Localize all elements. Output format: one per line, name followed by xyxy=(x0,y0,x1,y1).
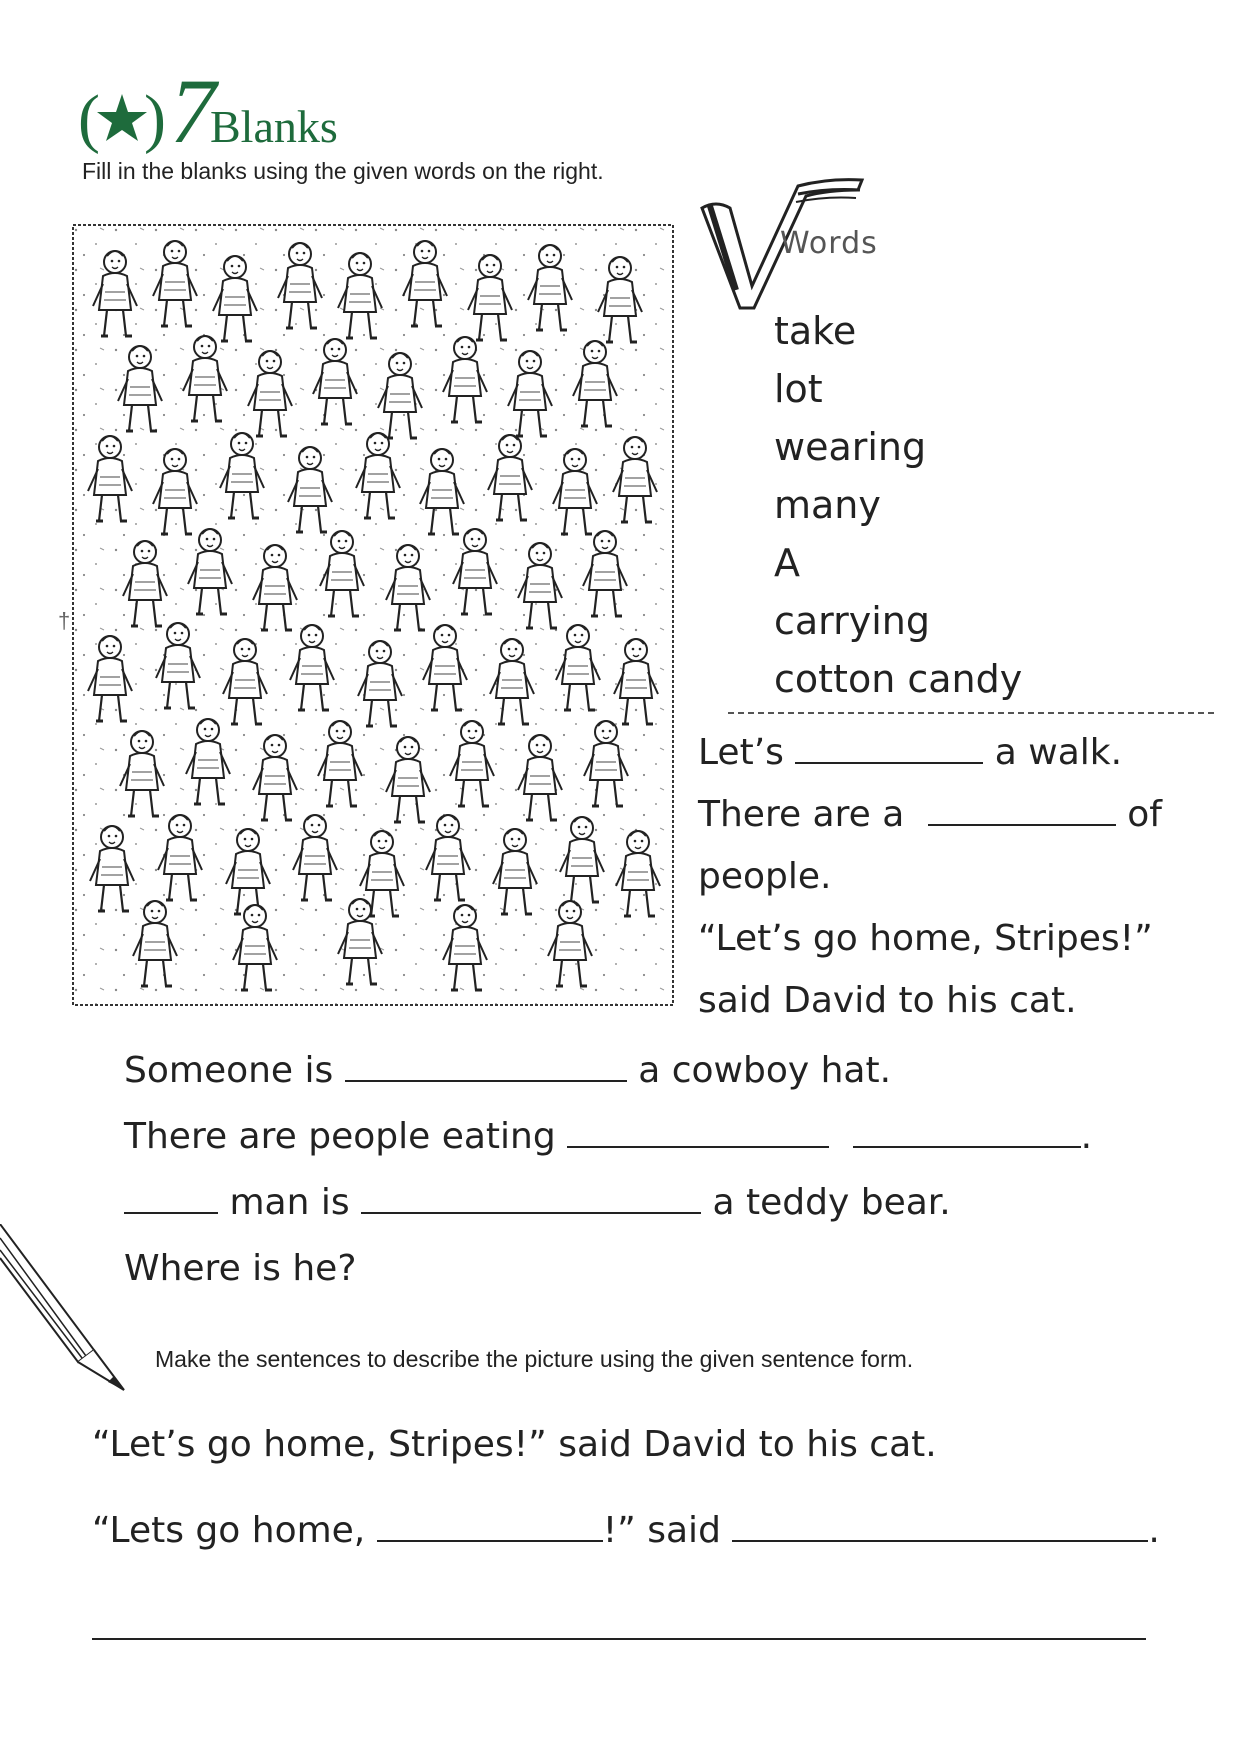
word-item: wearing xyxy=(774,425,927,469)
sentence-8: Where is he? xyxy=(124,1248,357,1289)
sentence-1: Let’s a walk. xyxy=(698,732,1123,773)
pencil-icon xyxy=(0,1224,130,1394)
sentence-6: There are people eating . xyxy=(124,1116,1093,1157)
blank-1[interactable] xyxy=(795,762,983,764)
blank-8[interactable] xyxy=(377,1540,603,1542)
blank-7[interactable] xyxy=(361,1212,701,1214)
sentence-2: There are a of xyxy=(698,794,1162,835)
instruction-text: Fill in the blanks using the given words on the right. xyxy=(82,158,604,184)
crowd-illustration xyxy=(70,222,676,1008)
logo-number: 7 xyxy=(170,60,216,160)
star-icon xyxy=(97,94,147,141)
sentence-3: “Let’s go home, Stripes!” xyxy=(698,918,1153,959)
blank-2[interactable] xyxy=(928,824,1116,826)
margin-mark-icon: † xyxy=(58,608,71,633)
sentence-4: said David to his cat. xyxy=(698,980,1077,1021)
word-item: lot xyxy=(774,367,823,411)
blank-5[interactable] xyxy=(853,1146,1081,1148)
word-item: A xyxy=(774,541,800,585)
blank-3[interactable] xyxy=(345,1080,627,1082)
sentence-5: Someone is a cowboy hat. xyxy=(124,1050,892,1091)
word-item: carrying xyxy=(774,599,931,643)
answer-line[interactable] xyxy=(92,1638,1146,1640)
logo-close-paren: ) xyxy=(144,82,166,155)
logo xyxy=(78,60,378,160)
word-item: take xyxy=(774,309,857,353)
words-title: Words xyxy=(780,226,878,261)
blank-9[interactable] xyxy=(732,1540,1148,1542)
blank-6[interactable] xyxy=(124,1212,218,1214)
sentence-7: man is a teddy bear. xyxy=(124,1182,951,1223)
sentence-2-cont: people. xyxy=(698,856,832,897)
logo-text: Blanks xyxy=(210,101,338,152)
instruction-2-text: Make the sentences to describe the picture using the given sentence form. xyxy=(155,1346,914,1372)
blank-4[interactable] xyxy=(567,1146,829,1148)
word-item: cotton candy xyxy=(774,657,1023,701)
sentence-form: “Lets go home, !” said . xyxy=(92,1510,1160,1551)
logo-open-paren: ( xyxy=(78,82,100,155)
example-sentence: “Let’s go home, Stripes!” said David to his cat. xyxy=(92,1424,937,1465)
word-item: many xyxy=(774,483,881,527)
word-list xyxy=(774,302,1022,708)
dashed-divider xyxy=(728,712,1214,714)
